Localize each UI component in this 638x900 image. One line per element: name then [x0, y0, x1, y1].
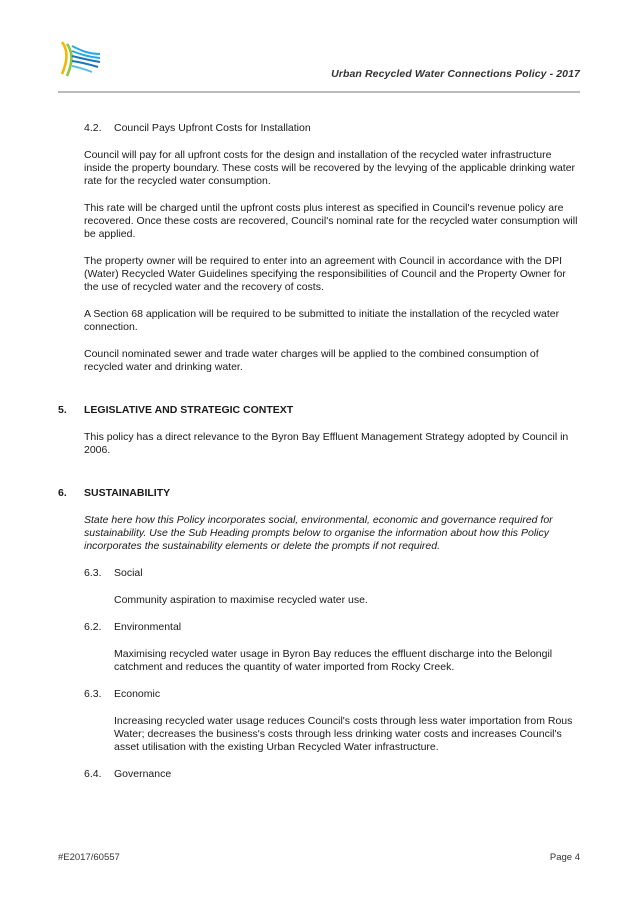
- paragraph-social: Community aspiration to maximise recycled water use.: [114, 594, 368, 606]
- paragraph-agreement: The property owner will be required to enter into an agreement with Council in accordance with the DPI (Water) Recycled Water Guidelines specifying the responsibilities of Council and the Property Owner for the use of recycled water and the recovery of costs.: [84, 255, 566, 293]
- subsection-title: Social: [114, 567, 143, 579]
- page-body: [58, 122, 580, 781]
- paragraph-environmental: Maximising recycled water usage in Byron Bay reduces the effluent discharge into the Belongil catchment and reduces the quantity of water imported from Rocky Creek.: [114, 648, 553, 673]
- paragraph-rate-charge: This rate will be charged until the upfront costs plus interest as specified in Council's revenue policy are recovered. Once these costs are recovered, Council's nominal rate for the recycled water consumption will be applied.: [84, 202, 578, 240]
- council-wave-logo: [58, 40, 104, 80]
- section-title: LEGISLATIVE AND STRATEGIC CONTEXT: [84, 404, 294, 416]
- subsection-title: Governance: [114, 768, 172, 780]
- subsection-number: 6.4.: [84, 768, 102, 780]
- section-title: SUSTAINABILITY: [84, 487, 171, 499]
- section-number: 6.: [58, 487, 67, 499]
- subsection-number: 6.3.: [84, 567, 102, 579]
- subsection-4-2-heading: [84, 122, 580, 135]
- document-title: Urban Recycled Water Connections Policy - 2017: [331, 68, 580, 80]
- subsection-social-heading: [84, 567, 580, 580]
- subsection-number: 6.2.: [84, 621, 102, 633]
- paragraph-sustainability-intro: State here how this Policy incorporates social, environmental, economic and governance required for sustainability. Use the Sub Heading prompts below to organise the information about how this Policy incorporates the sustainability elements or delete the prompts if not required.: [84, 514, 553, 552]
- subsection-title: Economic: [114, 688, 161, 700]
- paragraph-economic: Increasing recycled water usage reduces Council's costs through less water importation from Rous Water; decreases the business's costs through less drinking water costs and increases Council's asset utilisation with the existing Urban Recycled Water infrastructure.: [114, 715, 573, 753]
- subsection-economic-heading: [84, 688, 580, 701]
- paragraph-section-68: A Section 68 application will be required to be submitted to initiate the installation of the recycled water connection.: [84, 308, 560, 333]
- paragraph-legislative: This policy has a direct relevance to the Byron Bay Effluent Management Strategy adopted by Council in 2006.: [84, 431, 569, 456]
- header-divider: [58, 91, 580, 93]
- subsection-number: 6.3.: [84, 688, 102, 700]
- page-number: Page 4: [549, 852, 580, 863]
- subsection-number: 4.2.: [84, 122, 102, 134]
- section-6-heading: [58, 487, 580, 500]
- subsection-environmental-heading: [84, 621, 580, 634]
- subsection-governance-heading: [84, 768, 580, 781]
- document-reference: #E2017/60557: [58, 852, 120, 863]
- subsection-title: Council Pays Upfront Costs for Installation: [114, 122, 311, 134]
- paragraph-upfront-costs: Council will pay for all upfront costs for the design and installation of the recycled water infrastructure inside the property boundary. These costs will be recovered by the levying of the applicable drinking water rate for the recycled water consumption.: [84, 149, 576, 187]
- section-number: 5.: [58, 404, 67, 416]
- section-5-heading: [58, 404, 580, 417]
- subsection-title: Environmental: [114, 621, 182, 633]
- paragraph-charges: Council nominated sewer and trade water charges will be applied to the combined consumption of recycled water and drinking water.: [84, 348, 539, 373]
